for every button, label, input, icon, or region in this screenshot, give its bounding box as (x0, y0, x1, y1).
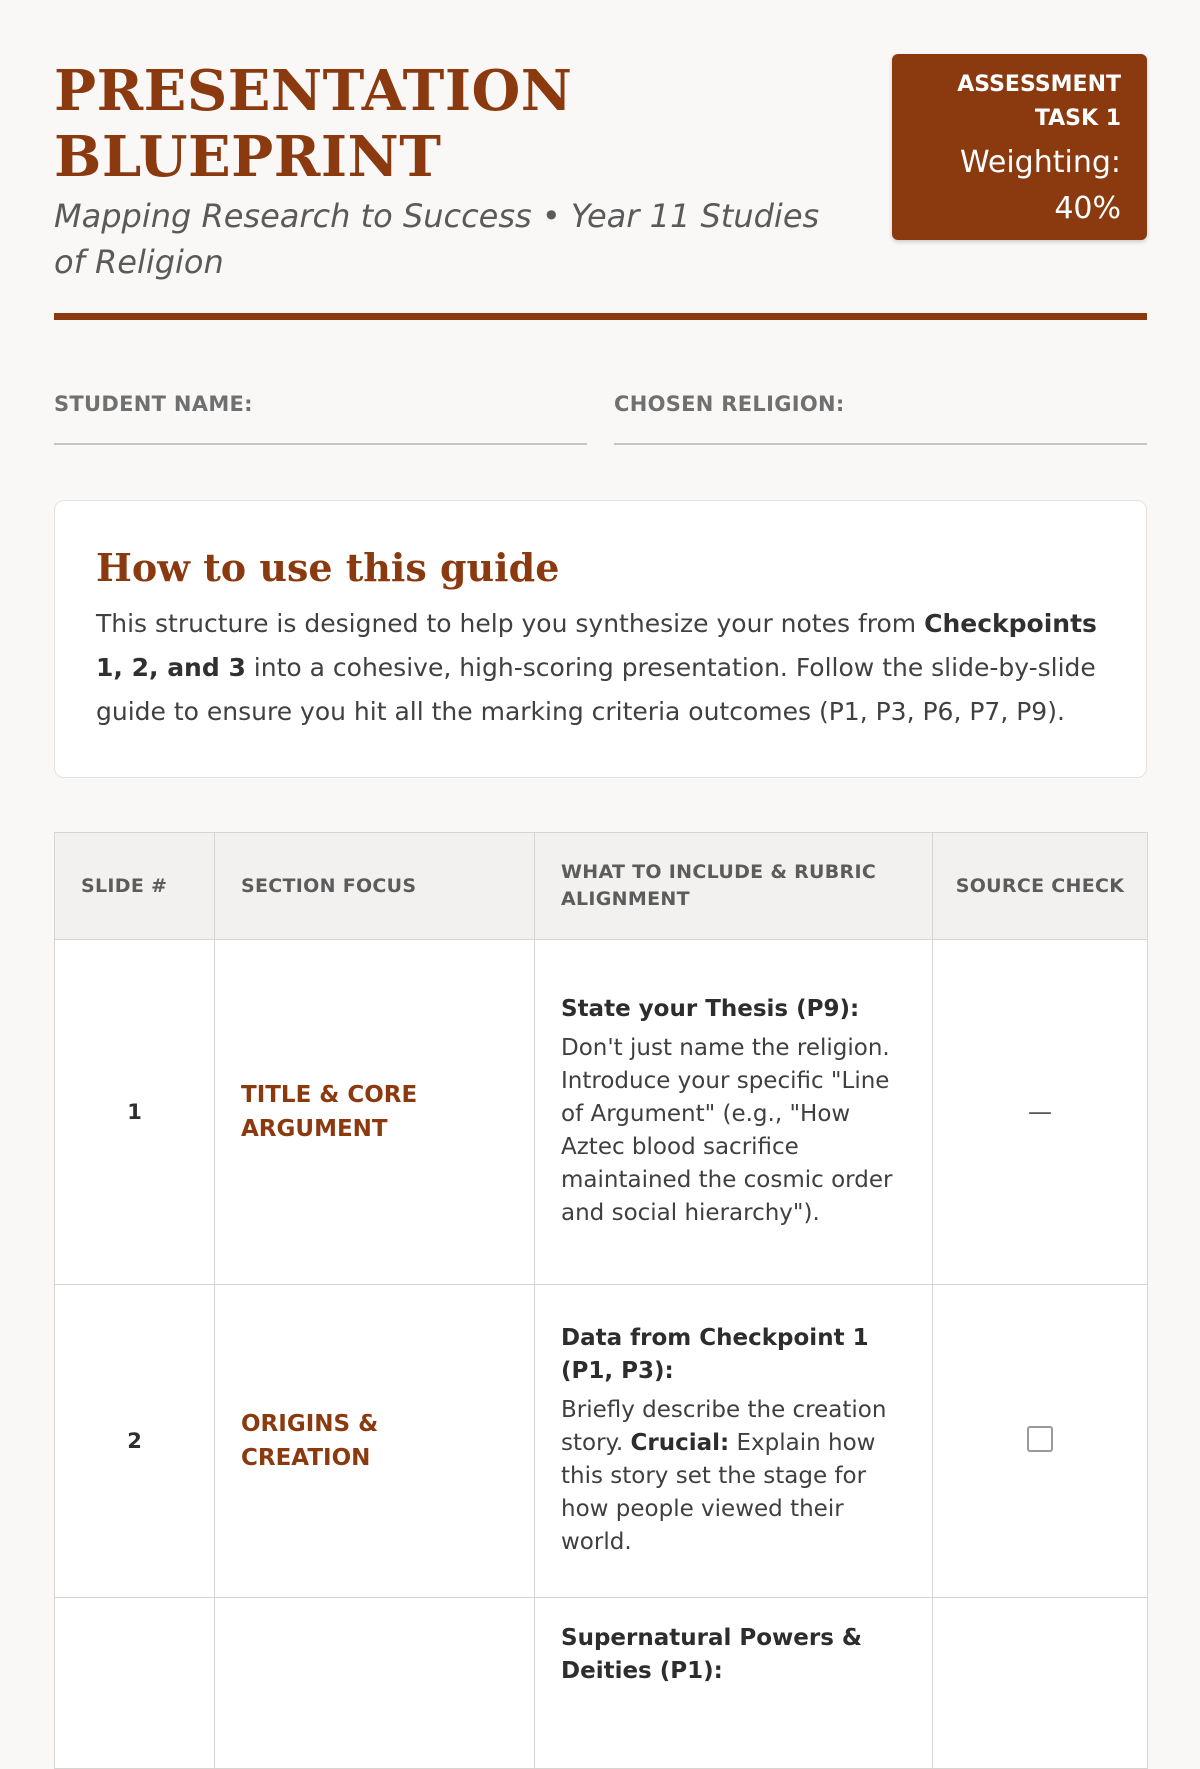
document-page (54, 0, 1147, 1684)
student-fields (54, 385, 1147, 445)
slide-number: 1 (55, 940, 215, 1285)
assessment-task-label: ASSESSMENT TASK 1 (957, 72, 1121, 131)
table-row (55, 1598, 1148, 1769)
source-check-cell (933, 940, 1148, 1285)
source-check-checkbox[interactable] (1027, 1426, 1053, 1452)
include-cell (535, 1598, 933, 1769)
page-header (54, 0, 1147, 321)
slide-number: 2 (55, 1285, 215, 1598)
section-focus: TITLE & CORE ARGUMENT (215, 940, 535, 1285)
table-header-row (55, 833, 1148, 940)
guide-text (96, 602, 1106, 734)
column-header-slide: SLIDE # (55, 833, 215, 940)
guide-card (54, 500, 1147, 778)
table-row (55, 1285, 1148, 1598)
column-header-what-to-include: WHAT TO INCLUDE & RUBRIC ALIGNMENT (535, 833, 933, 940)
page-title-line-2: BLUEPRINT (54, 124, 442, 190)
column-header-section-focus: SECTION FOCUS (215, 833, 535, 940)
student-name-label: STUDENT NAME: (54, 392, 253, 416)
guide-text-intro: This structure is designed to help you synthesize your notes from (96, 609, 925, 638)
blueprint-table-wrapper (54, 832, 1147, 1684)
weighting-label: Weighting: 40% (959, 145, 1121, 226)
include-body-intro: Briefly describe the creation story. (561, 1396, 887, 1456)
chosen-religion-label: CHOSEN RELIGION: (614, 392, 845, 416)
include-body (561, 1394, 906, 1559)
include-heading: Data from Checkpoint 1 (P1, P3): (561, 1324, 869, 1384)
source-check-cell (933, 1598, 1148, 1769)
student-name-field[interactable] (54, 385, 587, 445)
guide-title: How to use this guide (96, 545, 560, 590)
blueprint-table (54, 832, 1148, 1769)
slide-number (55, 1598, 215, 1769)
include-cell (535, 1285, 933, 1598)
guide-text-checkpoints: Checkpoints 1, 2, and 3 (96, 609, 1097, 682)
include-heading: State your Thesis (P9): (561, 995, 860, 1022)
page-title-line-1: PRESENTATION (54, 58, 573, 124)
section-focus (215, 1598, 535, 1769)
section-focus: ORIGINS & CREATION (215, 1285, 535, 1598)
include-body: Don't just name the religion. Introduce your specific "Line of Argument" (e.g., "How Aztec blood sacrifice maintained the cosmic order and social hierarchy"). (561, 1034, 893, 1226)
page-title (54, 58, 572, 190)
chosen-religion-field[interactable] (614, 385, 1147, 445)
assessment-task-badge (892, 54, 1147, 240)
include-cell (535, 940, 933, 1285)
column-header-source-check: SOURCE CHECK (933, 833, 1148, 940)
include-body-emphasis: Crucial: (630, 1429, 730, 1456)
table-row (55, 940, 1148, 1285)
source-check-dash: — (1028, 1098, 1052, 1126)
include-heading: Supernatural Powers & Deities (P1): (561, 1625, 862, 1684)
include-body-outro: Explain how this story set the stage for how people viewed their world. (561, 1429, 876, 1555)
source-check-cell (933, 1285, 1148, 1598)
guide-text-outro: into a cohesive, high-scoring presentation. Follow the slide-by-slide guide to ensure you hit all the marking criteria outcomes (P1, P3, P6, P7, P9). (96, 653, 1096, 726)
header-divider (54, 313, 1147, 320)
page-subtitle: Mapping Research to Success • Year 11 Studies of Religion (54, 197, 820, 281)
